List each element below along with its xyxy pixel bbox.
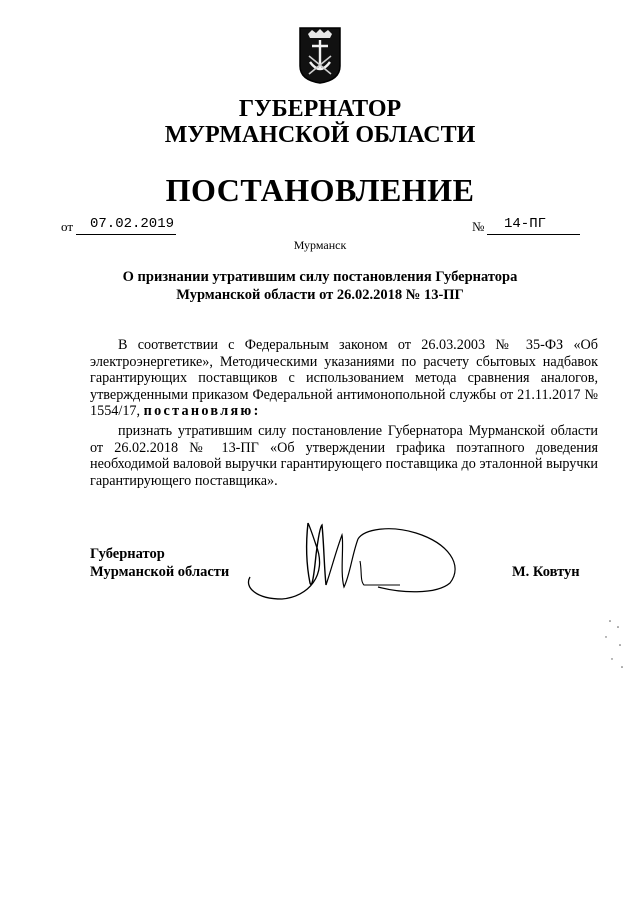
scan-speckle-marks <box>598 615 628 675</box>
resolve-word: постановляю: <box>143 403 261 419</box>
document-date: 07.02.2019 <box>90 216 175 232</box>
body-paragraph-2: признать утратившим силу постановление Губернатора Мурманской области от 26.02.2018 № 13-ПГ «Об утверждении графика поэтапного доведения необходимой валовой выручки гарантирующего поставщика до эталонной выручки гарантирующего поставщика». <box>90 423 598 489</box>
signatory-name: М. Ковтун <box>512 564 580 580</box>
position-line2: Мурманской области <box>90 564 230 580</box>
handwritten-signature-icon <box>240 515 480 615</box>
date-label: от <box>61 219 74 234</box>
position-line1: Губернатор <box>90 546 165 562</box>
city-name: Мурманск <box>293 238 347 252</box>
subject-line2: Мурманской области от 26.02.2018 № 13-ПГ <box>176 287 464 303</box>
document-type-title: ПОСТАНОВЛЕНИЕ <box>165 172 475 208</box>
document-number: 14-ПГ <box>504 216 547 232</box>
document-subject <box>100 268 540 304</box>
number-label: № <box>472 219 485 234</box>
preamble-text: В соответствии с Федеральным законом от 26.03.2003 № 35-ФЗ «Об электроэнергетике», Методическими указаниями по расчету сбытовых надбавок гарантирующих поставщиков с использованием метода сравнения аналогов, утвержденными приказом Федеральной антимонопольной службы от 21.11.2017 № 1554/17, <box>90 337 598 419</box>
issuer-title-line1: ГУБЕРНАТОР <box>238 96 402 122</box>
coat-of-arms-icon <box>298 26 342 84</box>
subject-line1: О признании утратившим силу постановления Губернатора <box>122 269 518 285</box>
signatory-position <box>90 545 229 581</box>
issuer-title-line2: МУРМАНСКОЙ ОБЛАСТИ <box>164 122 476 148</box>
body-paragraph-1 <box>90 337 598 420</box>
